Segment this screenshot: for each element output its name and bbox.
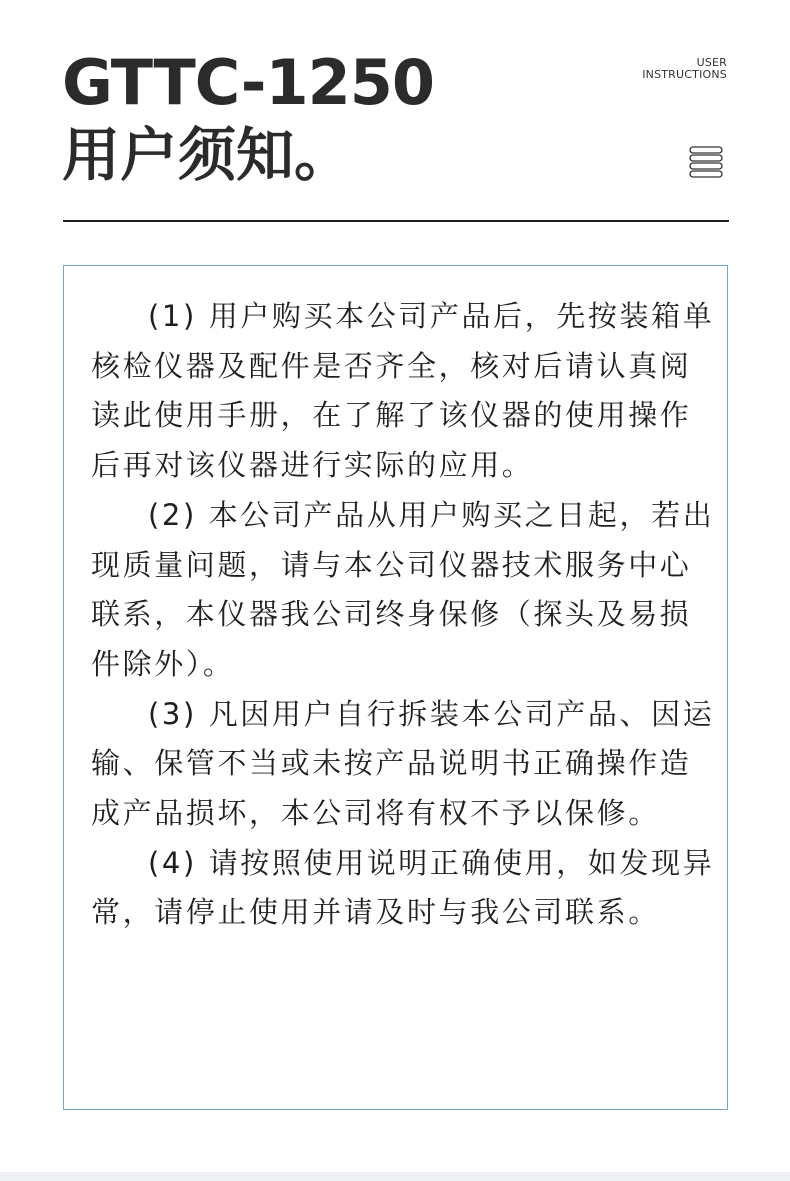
header-divider [63, 220, 729, 222]
notice-box [63, 265, 728, 1110]
bottom-band [0, 1172, 790, 1181]
page-title: 用户须知。 [62, 121, 353, 189]
notice-item-3: (3) 凡因用户自行拆装本公司产品、因运输、保管不当或未按产品说明书正确操作造成产品损坏，本公司将有权不予以保修。 [91, 696, 715, 831]
menu-lines-icon [688, 144, 724, 180]
notice-item-1: (1) 用户购买本公司产品后，先按装箱单核检仪器及配件是否齐全，核对后请认真阅读此使用手册，在了解了该仪器的使用操作后再对该仪器进行实际的应用。 [91, 299, 715, 483]
user-instructions-label [642, 57, 727, 81]
product-model: GTTC-1250 [62, 46, 435, 119]
corner-label-line-1: USER [696, 56, 727, 69]
corner-label-line-2: INSTRUCTIONS [642, 68, 727, 81]
notice-body [91, 292, 721, 938]
notice-item-4: (4) 请按照使用说明正确使用，如发现异常，请停止使用并请及时与我公司联系。 [91, 845, 715, 930]
notice-item-2: (2) 本公司产品从用户购买之日起，若出现质量问题，请与本公司仪器技术服务中心联系，本仪器我公司终身保修（探头及易损件除外）。 [91, 497, 715, 681]
